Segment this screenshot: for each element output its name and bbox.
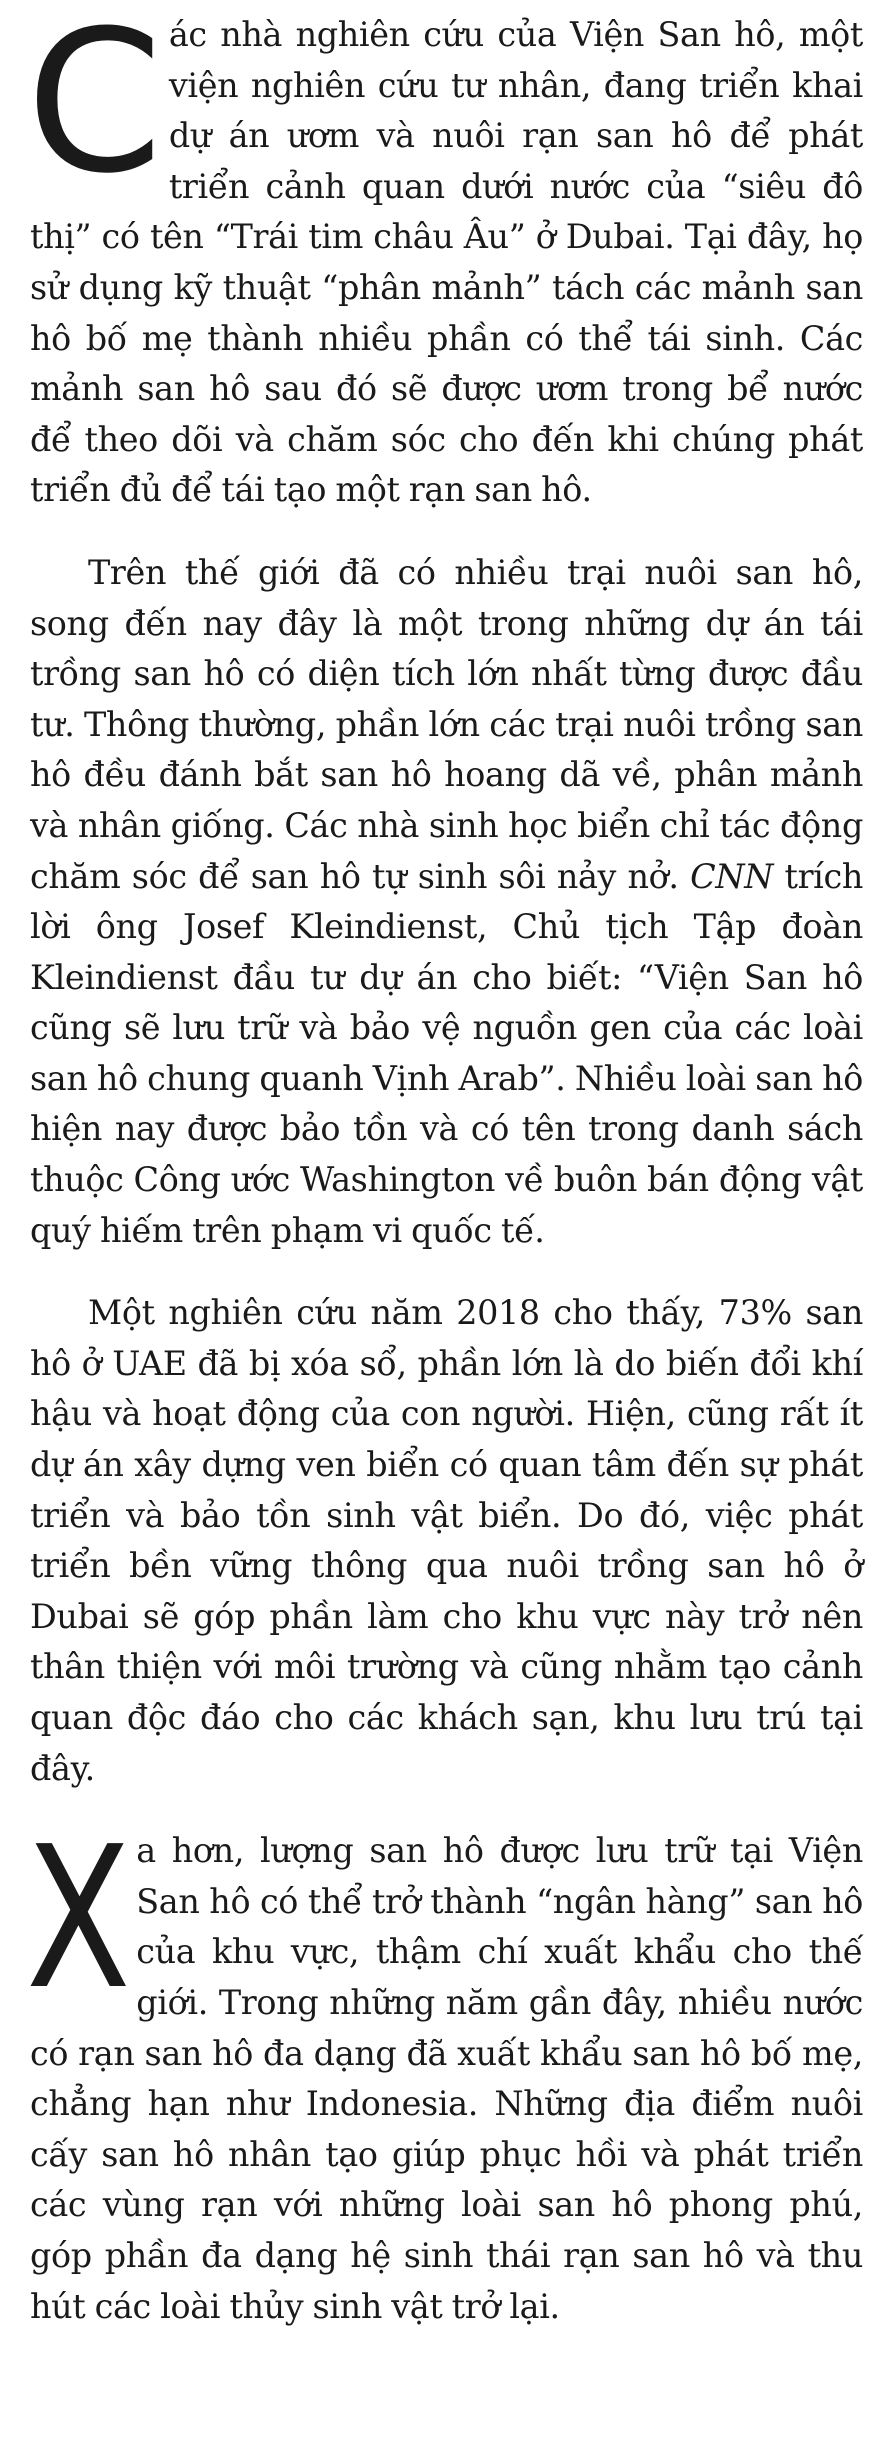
paragraph-4-text: a hơn, lượng san hô được lưu trữ tại Viện San hô có thể trở thành “ngân hàng” san hô của khu vực, thậm chí xuất khẩu cho thế giới. Trong những năm gần đây, nhiều nước có rạn san hô đa dạng đã xuất khẩu san hô bố mẹ, chẳng hạn như Indonesia. Những địa điểm nuôi cấy san hô nhân tạo giúp phục hồi và phát triển các vùng rạn với những loài san hô phong phú, góp phần đa dạng hệ sinh thái rạn san hô và thu hút các loài thủy sinh vật trở lại.	[30, 1831, 863, 2326]
paragraph-4	[26, 1805, 863, 2332]
drop-cap-x: X	[26, 1805, 131, 2034]
paragraph-3	[30, 1288, 863, 1794]
paragraph-1	[26, 0, 863, 516]
paragraph-3-text: Một nghiên cứu năm 2018 cho thấy, 73% san hô ở UAE đã bị xóa sổ, phần lớn là do biến đổi khí hậu và hoạt động của con người. Hiện, cũng rất ít dự án xây dựng ven biển có quan tâm đến sự phát triển và bảo tồn sinh vật biển. Do đó, việc phát triển bền vững thông qua nuôi trồng san hô ở Dubai sẽ góp phần làm cho khu vực này trở nên thân thiện với môi trường và cũng nhằm tạo cảnh quan độc đáo cho các khách sạn, khu lưu trú tại đây.	[30, 1293, 863, 1788]
source-cnn: CNN	[690, 856, 774, 896]
paragraph-2-text-b: trích lời ông Josef Kleindienst, Chủ tịch Tập đoàn Kleindienst đầu tư dự án cho biết: “Viện San hô cũng sẽ lưu trữ và bảo vệ nguồn gen của các loài san hô chung quanh Vịnh Arab”. Nhiều loài san hô hiện nay được bảo tồn và có tên trong danh sách thuộc Công ước Washington về buôn bán động vật quý hiếm trên phạm vi quốc tế.	[30, 856, 864, 1250]
paragraph-2-text-a: Trên thế giới đã có nhiều trại nuôi san hô, song đến nay đây là một trong những dự án tái trồng san hô có diện tích lớn nhất từng được đầu tư. Thông thường, phần lớn các trại nuôi trồng san hô đều đánh bắt san hô hoang dã về, phân mảnh và nhân giống. Các nhà sinh học biển chỉ tác động chăm sóc để san hô tự sinh sôi nảy nở.	[30, 552, 863, 896]
paragraph-1-text: ác nhà nghiên cứu của Viện San hô, một viện nghiên cứu tư nhân, đang triển khai dự án ươm và nuôi rạn san hô để phát triển cảnh quan dưới nước của “siêu đô thị” có tên “Trái tim châu Âu” ở Dubai. Tại đây, họ sử dụng kỹ thuật “phân mảnh” tách các mảnh san hô bố mẹ thành nhiều phần có thể tái sinh. Các mảnh san hô sau đó sẽ được ươm trong bể nước để theo dõi và chăm sóc cho đến khi chúng phát triển đủ để tái tạo một rạn san hô.	[30, 15, 863, 510]
paragraph-2	[30, 548, 863, 1256]
drop-cap-c: C	[26, 0, 163, 217]
